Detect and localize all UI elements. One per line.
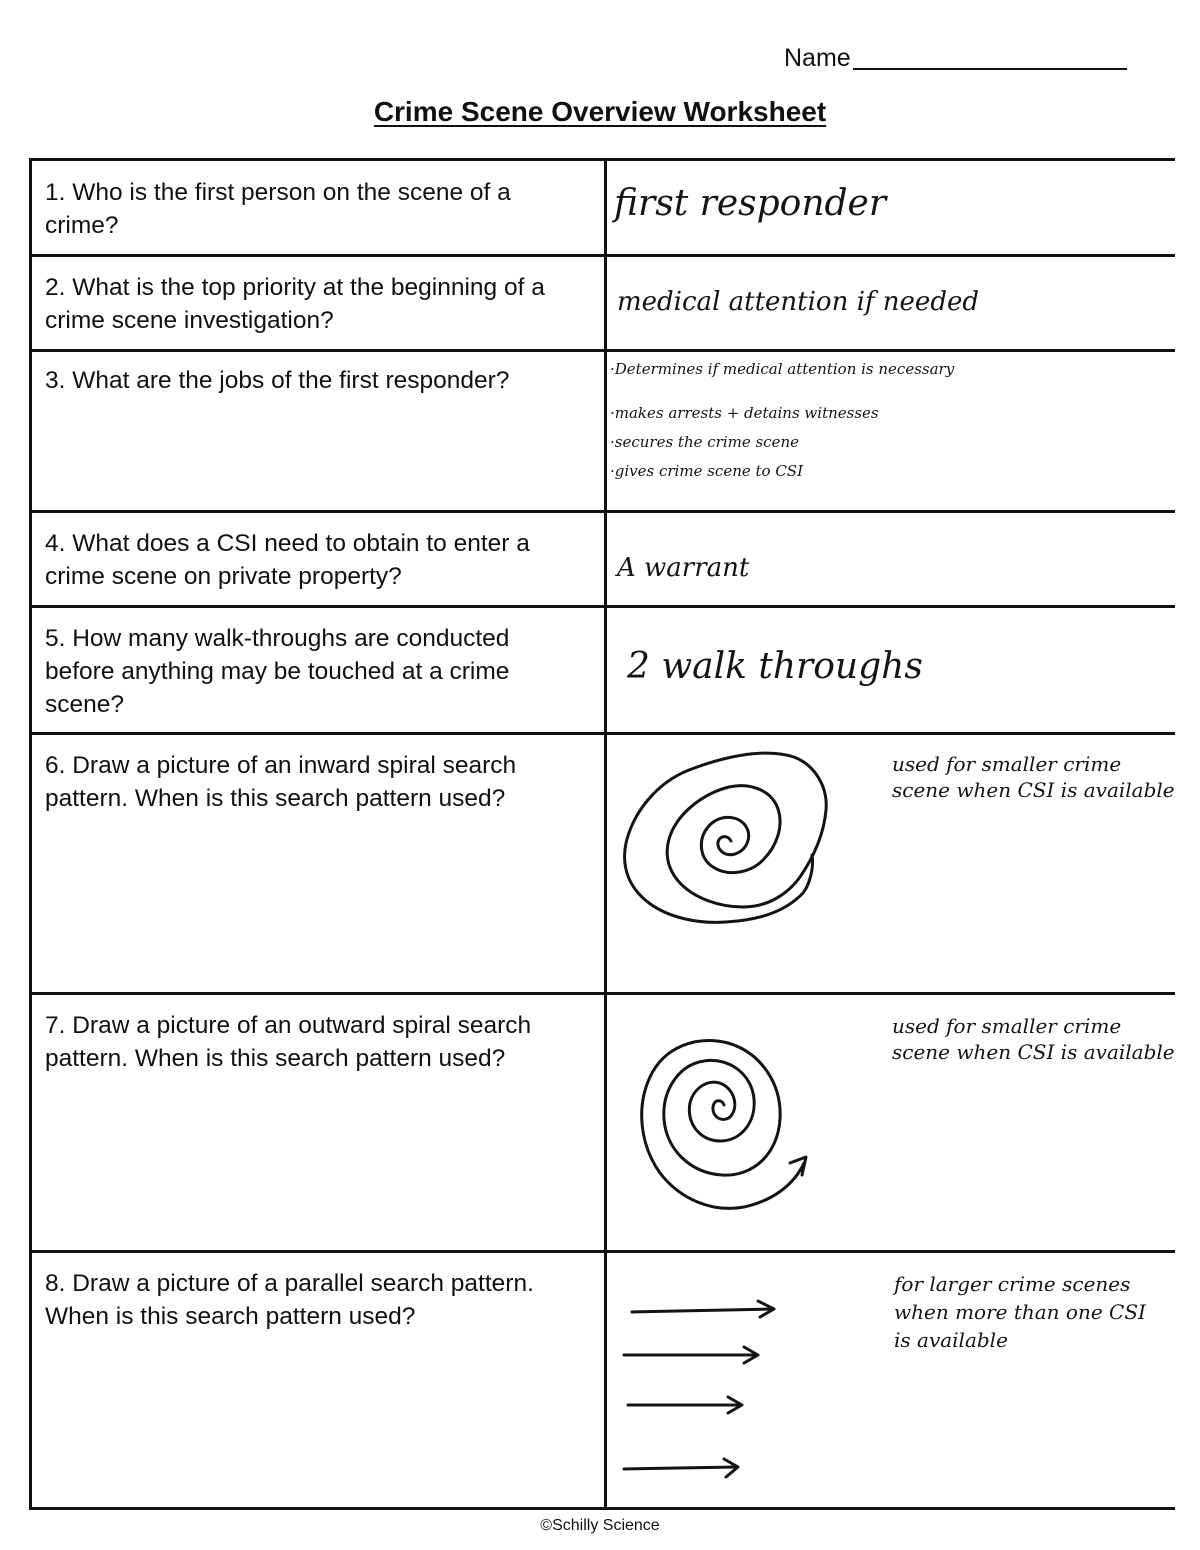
answer-handwriting-3-line-4: ·gives crime scene to CSI — [610, 462, 804, 480]
question-text-3: 3. What are the jobs of the first responder? — [45, 367, 510, 394]
page-title: Crime Scene Overview Worksheet — [373, 96, 827, 127]
question-text-2: 2. What is the top priority at the beginning of a crime scene investigation? — [45, 274, 545, 334]
answer-note-7-line-1: used for smaller crime — [892, 1014, 1122, 1038]
answer-handwriting-3-line-2: ·makes arrests + detains witnesses — [610, 404, 879, 422]
answer-handwriting-3-line-1: ·Determines if medical attention is necessary — [610, 360, 955, 378]
answer-handwriting-2: medical attention if needed — [617, 287, 979, 317]
worksheet-table — [29, 158, 1175, 1510]
question-row-7 — [32, 995, 1175, 1253]
answer-note-8-line-3: is available — [894, 1328, 1008, 1352]
answer-handwriting-5: 2 walk throughs — [627, 646, 923, 687]
name-label: Name — [784, 44, 851, 72]
outward-spiral-drawing — [604, 995, 844, 1253]
copyright-footer: ©Schilly Science — [540, 1517, 660, 1534]
column-divider — [604, 608, 607, 732]
parallel-arrows-drawing — [604, 1253, 844, 1510]
answer-handwriting-1: first responder — [614, 183, 887, 224]
question-text-7: 7. Draw a picture of an outward spiral search pattern. When is this search pattern used? — [45, 1012, 532, 1072]
column-divider — [604, 257, 607, 349]
question-row-5 — [32, 608, 1175, 735]
answer-note-8-line-1: for larger crime scenes — [894, 1272, 1131, 1296]
inward-spiral-drawing — [604, 735, 844, 995]
answer-handwriting-3-line-3: ·secures the crime scene — [610, 433, 800, 451]
answer-note-8-line-2: when more than one CSI — [894, 1300, 1146, 1324]
answer-note-6-line-1: used for smaller crime — [892, 752, 1122, 776]
question-text-1: 1. Who is the first person on the scene of a crime? — [45, 179, 511, 239]
question-row-2 — [32, 257, 1175, 352]
question-row-3 — [32, 352, 1175, 513]
question-row-8 — [32, 1253, 1175, 1510]
column-divider — [604, 513, 607, 605]
answer-note-6-line-2: scene when CSI is available — [892, 778, 1175, 802]
question-text-8: 8. Draw a picture of a parallel search pattern. When is this search pattern used? — [45, 1270, 534, 1330]
question-row-1 — [32, 161, 1175, 257]
answer-handwriting-4: A warrant — [617, 553, 750, 583]
question-row-4 — [32, 513, 1175, 608]
name-blank-line[interactable] — [853, 44, 1127, 70]
column-divider — [604, 352, 607, 510]
question-text-5: 5. How many walk-throughs are conducted before anything may be touched at a crime scene? — [45, 625, 510, 718]
name-field[interactable] — [784, 44, 1127, 73]
column-divider — [604, 161, 607, 254]
question-row-6 — [32, 735, 1175, 995]
question-text-4: 4. What does a CSI need to obtain to enter a crime scene on private property? — [45, 530, 530, 590]
answer-note-7-line-2: scene when CSI is available — [892, 1040, 1175, 1064]
question-text-6: 6. Draw a picture of an inward spiral search pattern. When is this search pattern used? — [45, 752, 517, 812]
